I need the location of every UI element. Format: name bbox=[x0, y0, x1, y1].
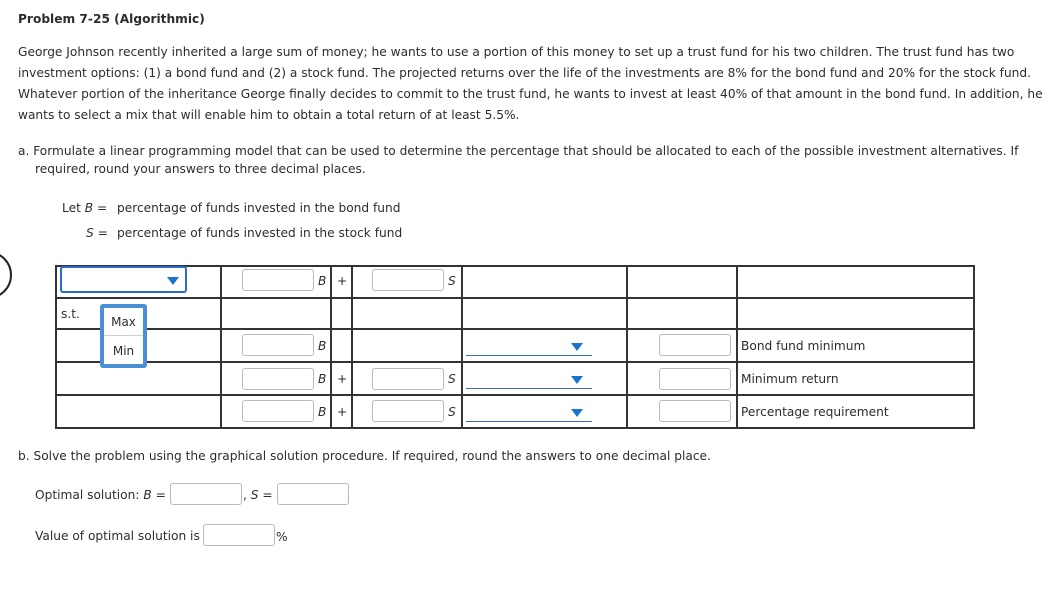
c3-b-coefficient[interactable] bbox=[242, 400, 314, 422]
c3-plus: + bbox=[337, 405, 348, 419]
st-label: s.t. bbox=[61, 307, 80, 321]
c2-b-var: B bbox=[318, 372, 327, 386]
value-label: Value of optimal solution is bbox=[35, 529, 200, 543]
c3-label: Percentage requirement bbox=[741, 405, 889, 419]
dropdown-option-max[interactable]: Max bbox=[111, 315, 136, 329]
optimal-b-input[interactable] bbox=[170, 483, 242, 505]
c3-relation-select[interactable] bbox=[466, 421, 592, 422]
dropdown-divider bbox=[104, 335, 143, 336]
def-b: percentage of funds invested in the bond fund bbox=[117, 201, 401, 215]
chevron-down-icon bbox=[571, 343, 583, 351]
objective-s-coefficient[interactable] bbox=[372, 269, 444, 291]
decorative-circle bbox=[0, 251, 12, 299]
optimal-solution-label: Optimal solution: B = bbox=[35, 488, 166, 502]
c3-s-coefficient[interactable] bbox=[372, 400, 444, 422]
optimal-s-input[interactable] bbox=[277, 483, 349, 505]
c2-s-var: S bbox=[448, 372, 456, 386]
c1-relation-select[interactable] bbox=[466, 355, 592, 356]
dropdown-option-min[interactable]: Min bbox=[112, 344, 135, 358]
optimal-s-label: , S = bbox=[243, 488, 273, 502]
c3-s-var: S bbox=[448, 405, 456, 419]
chevron-down-icon bbox=[571, 376, 583, 384]
let-s-row: S = bbox=[86, 226, 108, 240]
c2-s-coefficient[interactable] bbox=[372, 368, 444, 390]
part-a-line2: required, round your answers to three decimal places. bbox=[35, 162, 366, 176]
part-a-line1: a. Formulate a linear programming model that can be used to determine the percentage that should be allocated to each of the possible investment alternatives. If bbox=[18, 144, 1019, 158]
part-a-question bbox=[18, 142, 1028, 178]
objective-plus: + bbox=[337, 274, 348, 288]
objective-b-var: B bbox=[318, 274, 327, 288]
c1-rhs[interactable] bbox=[659, 334, 731, 356]
def-s: percentage of funds invested in the stock fund bbox=[117, 226, 403, 240]
c2-b-coefficient[interactable] bbox=[242, 368, 314, 390]
c2-plus: + bbox=[337, 372, 348, 386]
page-title: Problem 7-25 (Algorithmic) bbox=[18, 12, 205, 26]
objective-b-coefficient[interactable] bbox=[242, 269, 314, 291]
c1-b-coefficient[interactable] bbox=[242, 334, 314, 356]
chevron-down-icon bbox=[571, 409, 583, 417]
c3-b-var: B bbox=[318, 405, 327, 419]
c2-rhs[interactable] bbox=[659, 368, 731, 390]
c1-b-var: B bbox=[318, 339, 327, 353]
c2-label: Minimum return bbox=[741, 372, 839, 386]
c2-relation-select[interactable] bbox=[466, 388, 592, 389]
c1-label: Bond fund minimum bbox=[741, 339, 866, 353]
percent-sign: % bbox=[276, 530, 288, 544]
chevron-down-icon bbox=[167, 277, 179, 285]
optimal-value-input[interactable] bbox=[203, 524, 275, 546]
problem-statement: George Johnson recently inherited a large sum of money; he wants to use a portion of this money to set up a trust fund for his two children. The trust fund has two investment options: (1) a bond fund and (2) a stock fund. The projected returns over the life of the investments are 8% for the bond fund and 20% for the stock fund. Whatever portion of the inheritance George finally decides to commit to the trust fund, he wants to invest at least 40% of that amount in the bond fund. In addition, he wants to select a mix that will enable him to obtain a total return of at least 5.5%. bbox=[18, 45, 1043, 122]
let-b-row: Let B = bbox=[62, 201, 108, 215]
c3-rhs[interactable] bbox=[659, 400, 731, 422]
objective-s-var: S bbox=[448, 274, 456, 288]
part-b-question: b. Solve the problem using the graphical solution procedure. If required, round the answers to one decimal place. bbox=[18, 449, 711, 463]
objective-dropdown-menu bbox=[100, 304, 147, 368]
